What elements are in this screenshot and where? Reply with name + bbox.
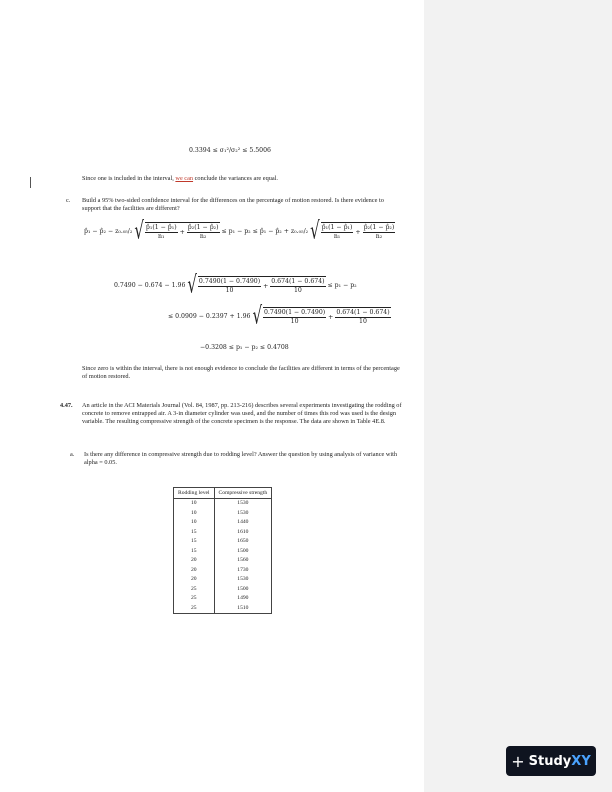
table-row: 20 1560: [174, 556, 272, 566]
part-a-question: Is there any difference in compressive strength due to rodding level? Answer the question by using analysis of variance with alpha = 0.05.: [84, 451, 398, 466]
table-row: 25 1490: [174, 594, 272, 604]
calc-upper: ≤ 0.0909 − 0.2397 + 1.96 √ $\frac{0.7490(1 - 0.7490)}{10}$ + $\frac{0.674(1 - 0.674)}{10}$: [168, 301, 390, 331]
data-table: [173, 487, 272, 614]
problem-number: 4.47.: [60, 402, 73, 409]
ci-formula: p̂₁ − p̂₂ − z₀.₀₅/₂ √ $\frac{\text{p̂₁(1 − p̂₁)}}{\text{n₁}}$ + $\frac{\text{p̂₂(1 − p̂₂)}}{\text{n₂}}$ ≤ p₁ − p₂ ≤ p̂₁ − p̂₂ + z₀.₀₅/₂ √ $\frac{\text{p̂₁(1 − p̂₁)}}{\text{n₁}}$ + $\frac{\text{p̂₂(1 − p̂₂)}}{\text{n₂}}$: [84, 216, 395, 246]
variance-interval: 0.3394 ≤ σ₁²/σ₂² ≤ 5.5006: [189, 147, 271, 154]
brand-name-accent: XY: [571, 753, 591, 769]
part-c-question: Build a 95% two-sided confidence interval for the differences on the percentage of motion restored. Is there evidence to support that the facilities are different?: [82, 197, 384, 212]
table-row: 25 1500: [174, 584, 272, 594]
part-c-marker: c.: [66, 197, 71, 204]
studyxy-badge[interactable]: [506, 746, 596, 776]
change-bar: [30, 177, 31, 188]
header-compressive-strength: Compressive strength: [214, 488, 272, 499]
spelling-flag: we can: [175, 175, 194, 182]
table-row: 20 1730: [174, 565, 272, 575]
table-row: 10 1440: [174, 518, 272, 528]
table-row: 20 1530: [174, 575, 272, 585]
table-row: 15 1650: [174, 537, 272, 547]
calc-lower: 0.7490 − 0.674 − 1.96 √ $\frac{0.7490(1 - 0.7490)}{10}$ + $\frac{0.674(1 - 0.674)}{10}$ ≤ p₁ − p₂: [114, 270, 357, 300]
table-row: 15 1610: [174, 527, 272, 537]
table-row: 25 1510: [174, 603, 272, 613]
variance-conclusion: Since one is included in the interval, we can conclude the variances are equal.: [82, 175, 279, 182]
table-row: 10 1530: [174, 498, 272, 508]
table-row: 15 1500: [174, 546, 272, 556]
header-rodding-level: Rodding level: [174, 488, 215, 499]
problem-text: An article in the ACI Materials Journal (Vol. 84, 1987, pp. 213-216) describes several experiments investigating the rodding of concrete to remove entrapped air. A 3-in diameter cylinder was used, and the number of times this rod was used is the design variable. The resulting compressive strength of the concrete specimen is the response. The data are shown in Table 4E.8.: [82, 402, 402, 425]
part-c-conclusion: Since zero is within the interval, there is not enough evidence to conclude the facilities are different in terms of the percentage of motion restored.: [82, 365, 400, 380]
comment-pane: [424, 0, 612, 792]
table-row: 10 1530: [174, 508, 272, 518]
table-header-row: [174, 488, 272, 499]
plus-icon: +: [511, 751, 525, 771]
part-a-marker: a.: [70, 451, 75, 458]
ci-result: −0.3208 ≤ p₁ − p₂ ≤ 0.4708: [200, 344, 289, 351]
brand-name-main: Study: [528, 753, 572, 769]
